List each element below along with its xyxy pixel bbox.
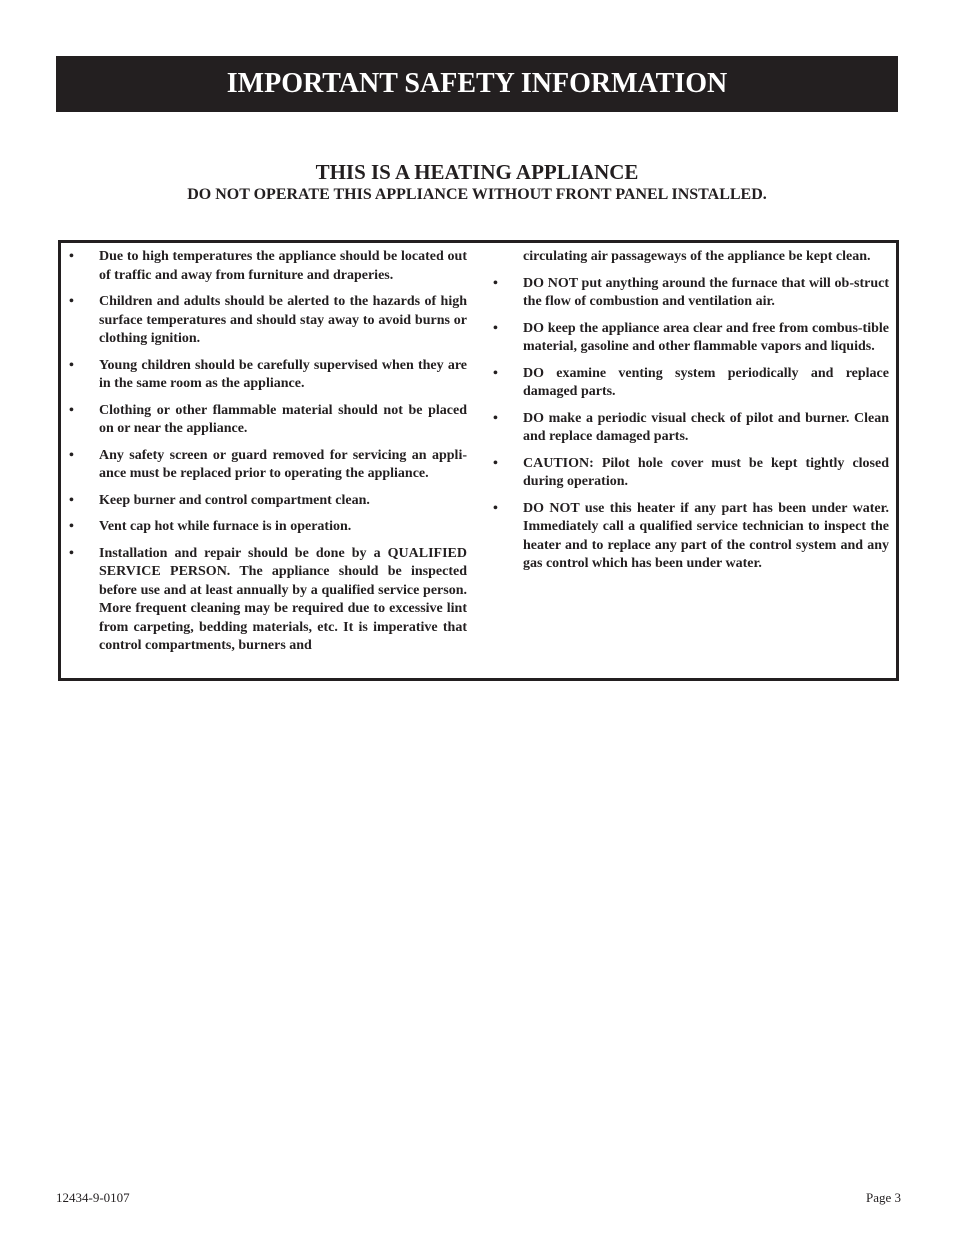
operation-warning: DO NOT OPERATE THIS APPLIANCE WITHOUT FRONT PANEL INSTALLED.	[187, 186, 767, 203]
bullet-icon: •	[493, 410, 498, 426]
bullet-icon: •	[69, 492, 74, 508]
bullet-icon: •	[69, 545, 74, 561]
list-item-text: Any safety screen or guard removed for servicing an appli-ance must be replaced prior to operating the appliance.	[99, 447, 467, 481]
bullet-icon: •	[69, 357, 74, 373]
list-item	[491, 455, 889, 492]
list-item	[491, 500, 889, 574]
page-title: IMPORTANT SAFETY INFORMATION	[226, 68, 728, 99]
list-item	[491, 275, 889, 312]
list-item-text: DO make a periodic visual check of pilot and burner. Clean and replace damaged parts.	[523, 410, 889, 444]
list-item-text: DO NOT put anything around the furnace that will ob-struct the flow of combustion and ventilation air.	[523, 275, 889, 309]
list-item	[67, 518, 467, 537]
section-heading: THIS IS A HEATING APPLIANCE	[315, 160, 639, 184]
bullet-icon: •	[69, 402, 74, 418]
bullet-icon: •	[69, 249, 74, 264]
list-item	[67, 293, 467, 349]
bullet-icon: •	[69, 294, 74, 309]
list-item-text: CAUTION: Pilot hole cover must be kept tightly closed during operation.	[523, 455, 889, 489]
list-item-text: DO examine venting system periodically and replace damaged parts.	[523, 365, 889, 399]
list-item-text: Vent cap hot while furnace is in operation.	[99, 519, 352, 534]
list-item	[491, 320, 889, 357]
list-item	[67, 402, 467, 439]
bullet-icon: •	[493, 275, 498, 291]
bullet-icon: •	[69, 519, 74, 534]
list-item-text: DO keep the appliance area clear and free from combus-tible material, gasoline and other flammable vapors and liquids.	[523, 320, 889, 354]
list-item	[67, 545, 467, 656]
list-item	[67, 447, 467, 484]
list-item	[491, 410, 889, 447]
list-item	[67, 357, 467, 394]
bullet-icon: •	[493, 455, 498, 471]
list-item-text: DO NOT use this heater if any part has been under water. Immediately call a qualified service technician to inspect the heater and to replace any part of the control system and any gas control which has been under water.	[523, 500, 889, 571]
bullet-icon: •	[493, 365, 498, 381]
document-number: 12434-9-0107	[56, 1190, 130, 1205]
bullet-icon: •	[493, 500, 498, 516]
right-column	[491, 248, 889, 582]
bullet-icon: •	[69, 447, 74, 463]
list-item-text: Clothing or other flammable material should not be placed on or near the appliance.	[99, 402, 467, 436]
list-item	[67, 248, 467, 285]
title-banner	[56, 56, 898, 112]
left-column	[67, 248, 467, 664]
list-item	[491, 365, 889, 402]
list-item-text: Due to high temperatures the appliance should be located out of traffic and away from furniture and draperies.	[99, 249, 467, 283]
list-item-text: Keep burner and control compartment clean.	[99, 492, 370, 508]
list-item-text: Children and adults should be alerted to the hazards of high surface temperatures and should stay away to avoid burns or clothing ignition.	[99, 294, 467, 346]
list-item-text: Young children should be carefully supervised when they are in the same room as the appliance.	[99, 357, 467, 391]
safety-list-box	[58, 240, 899, 681]
list-item-text: Installation and repair should be done by a QUALIFIED SERVICE PERSON. The appliance should be inspected before use and at least annually by a qualified service person. More frequent cleaning may be required due to excessive lint from carpeting, bedding materials, etc. It is imperative that control compartments, burners and	[99, 545, 467, 653]
list-item-continuation: circulating air passageways of the appliance be kept clean.	[523, 249, 871, 264]
page-number: Page 3	[865, 1190, 901, 1205]
bullet-icon: •	[493, 320, 498, 336]
list-item	[67, 492, 467, 511]
